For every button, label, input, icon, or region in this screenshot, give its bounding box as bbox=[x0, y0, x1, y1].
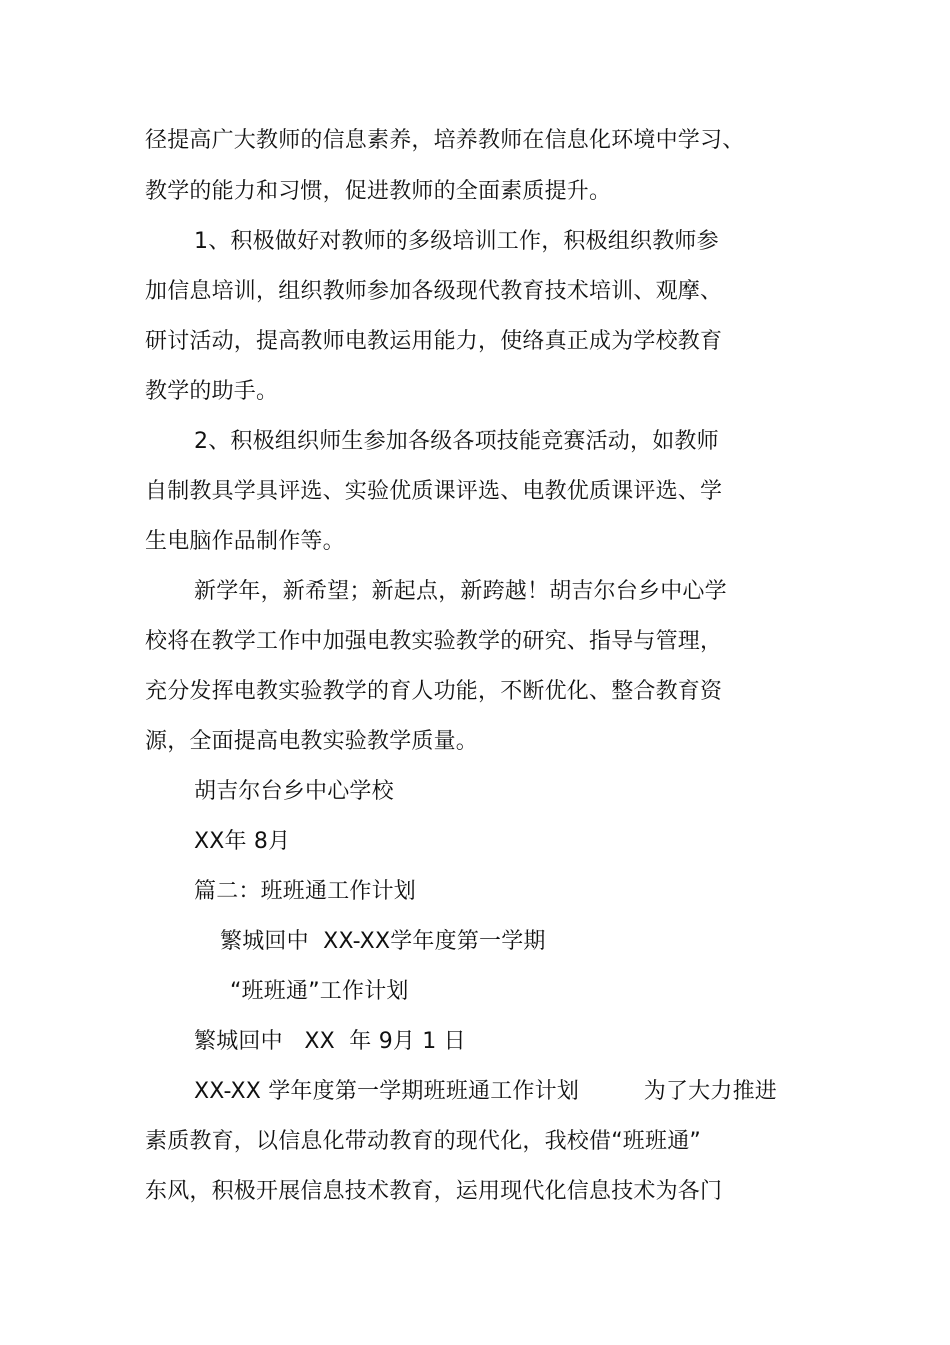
section-heading: 篇二：班班通工作计划 bbox=[194, 879, 417, 904]
text-line: 1、积极做好对教师的多级培训工作，积极组织教师参 bbox=[194, 229, 719, 254]
text-line: 素质教育，以信息化带动教育的现代化，我校借“班班通” bbox=[145, 1129, 701, 1154]
text-line: 校将在教学工作中加强电教实验教学的研究、指导与管理， bbox=[145, 629, 723, 654]
text-line: 径提高广大教师的信息素养，培养教师在信息化环境中学习、 bbox=[145, 128, 745, 153]
text-line: XX-XX 学年度第一学期班班通工作计划 为了大力推进 bbox=[194, 1079, 777, 1104]
subtitle-line: “班班通”工作计划 bbox=[230, 979, 409, 1004]
text-line: 加信息培训，组织教师参加各级现代教育技术培训、观摩、 bbox=[145, 279, 723, 304]
text-line: 东风，积极开展信息技术教育，运用现代化信息技术为各门 bbox=[145, 1179, 723, 1204]
text-line: 教学的助手。 bbox=[145, 379, 279, 404]
signature-school: 胡吉尔台乡中心学校 bbox=[194, 779, 394, 804]
text-line: 充分发挥电教实验教学的育人功能，不断优化、整合教育资 bbox=[145, 679, 723, 704]
text-line: 教学的能力和习惯，促进教师的全面素质提升。 bbox=[145, 179, 612, 204]
text-line: 源，全面提高电教实验教学质量。 bbox=[145, 729, 479, 754]
text-line: 自制教具学具评选、实验优质课评选、电教优质课评选、学 bbox=[145, 479, 723, 504]
text-line: 生电脑作品制作等。 bbox=[145, 529, 345, 554]
signature-date: XX年 8月 bbox=[194, 829, 291, 854]
text-line: 2、积极组织师生参加各级各项技能竞赛活动，如教师 bbox=[194, 429, 719, 454]
subtitle-line: 繁城回中 XX-XX学年度第一学期 bbox=[220, 929, 546, 954]
date-line: 繁城回中 XX 年 9月 1 日 bbox=[194, 1029, 466, 1054]
text-line: 研讨活动，提高教师电教运用能力，使络真正成为学校教育 bbox=[145, 329, 723, 354]
text-line: 新学年，新希望；新起点，新跨越！胡吉尔台乡中心学 bbox=[194, 579, 727, 604]
